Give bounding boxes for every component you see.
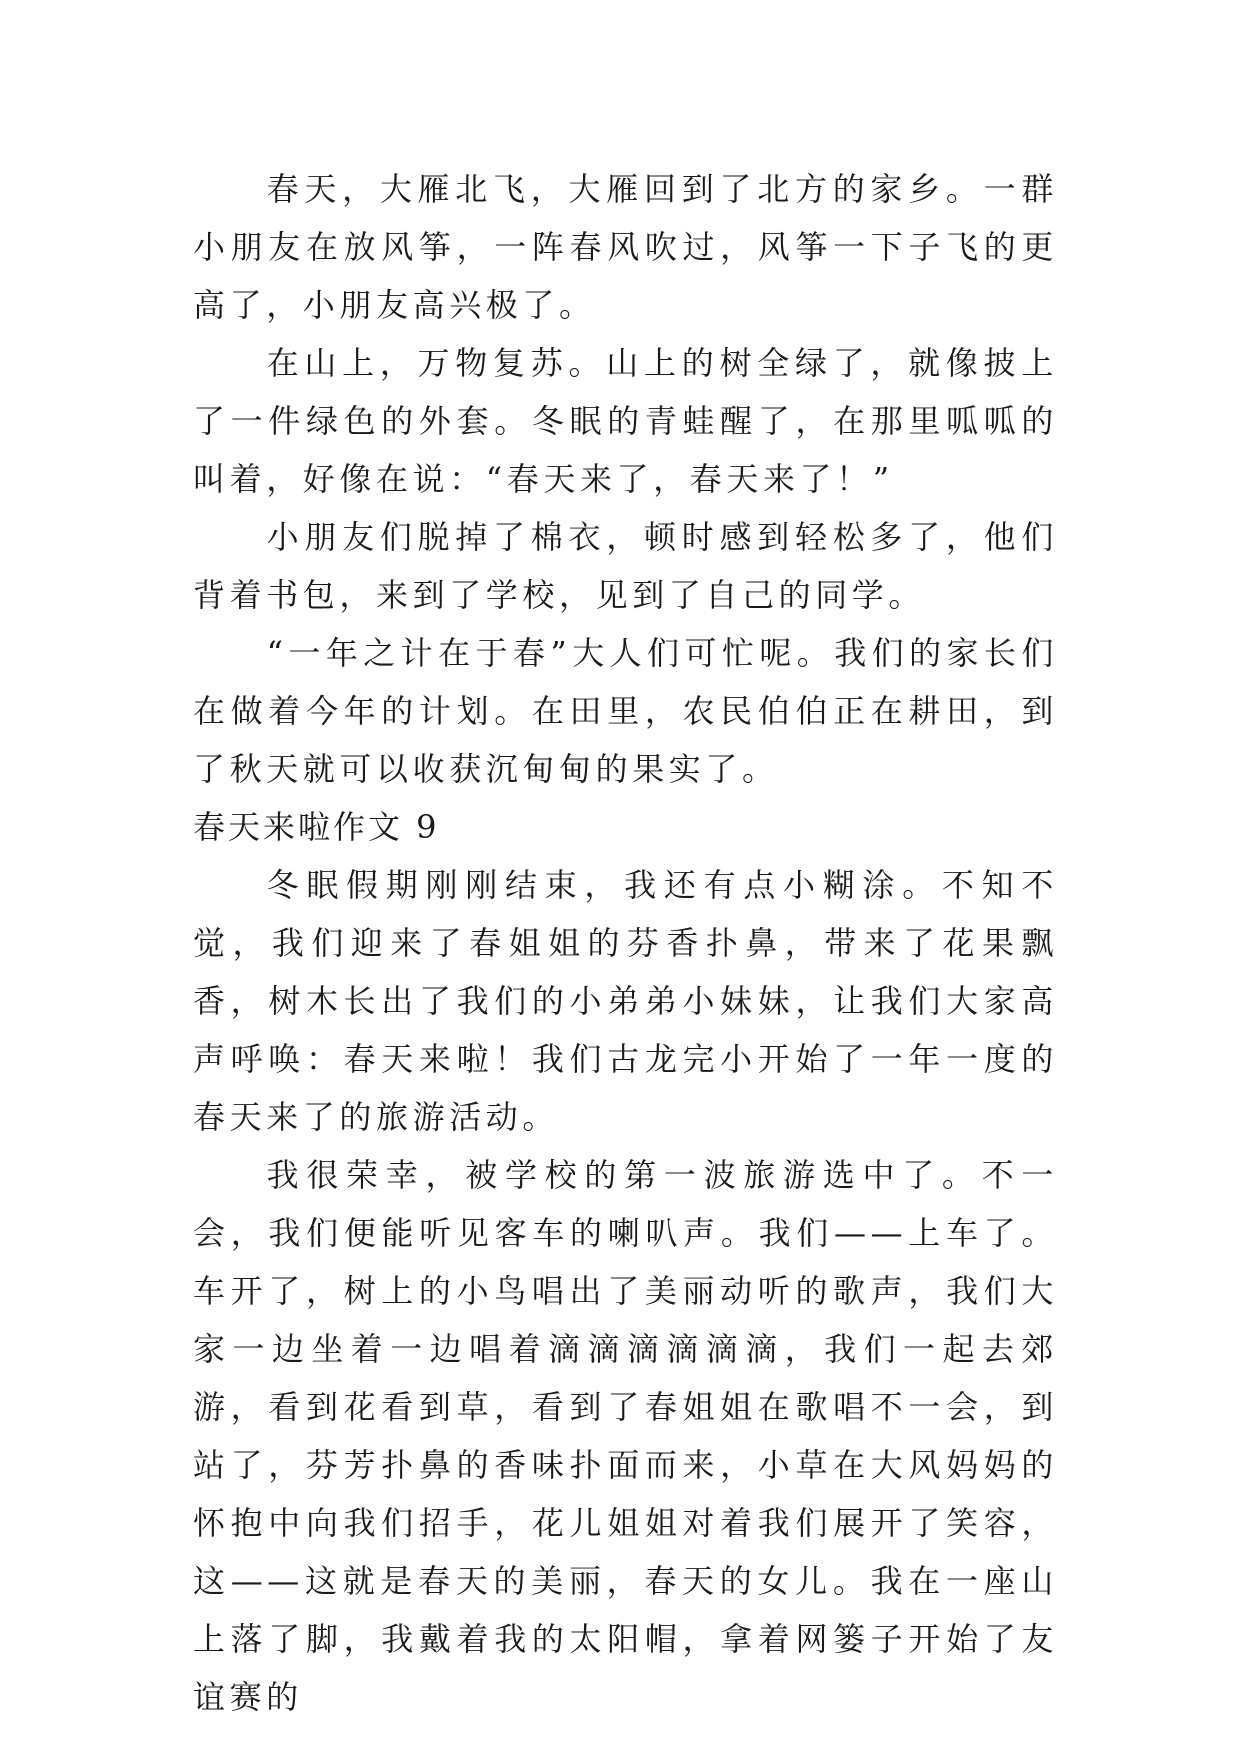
paragraph-year-plan: “一年之计在于春”大人们可忙呢。我们的家长们在做着今年的计划。在田里，农民伯伯正在耕田，到了秋天就可以收获沉甸甸的果实了。: [193, 634, 1058, 788]
essay-heading: 春天来啦作文 9: [193, 808, 440, 846]
paragraph-spring-geese: 春天，大雁北飞，大雁回到了北方的家乡。一群小朋友在放风筝，一阵春风吹过，风筝一下子飞的更高了，小朋友高兴极了。: [193, 170, 1058, 324]
paragraph-trip: 我很荣幸，被学校的第一波旅游选中了。不一会，我们便能听见客车的喇叭声。我们——上车了。车开了，树上的小鸟唱出了美丽动听的歌声，我们大家一边坐着一边唱着滴滴滴滴滴滴，我们一起去郊游，看到花看到草，看到了春姐姐在歌唱不一会，到站了，芬芳扑鼻的香味扑面而来，小草在大风妈妈的怀抱中向我们招手，花儿姐姐对着我们展开了笑容，这——这就是春天的美丽，春天的女儿。我在一座山上落了脚，我戴着我的太阳帽，拿着网篓子开始了友谊赛的: [193, 1156, 1058, 1716]
document-body: [193, 160, 1058, 1726]
paragraph-mountain: 在山上，万物复苏。山上的树全绿了，就像披上了一件绿色的外套。冬眠的青蛙醒了，在那里呱呱的叫着，好像在说：“春天来了，春天来了！”: [193, 344, 1058, 498]
paragraph-children: 小朋友们脱掉了棉衣，顿时感到轻松多了，他们背着书包，来到了学校，见到了自己的同学。: [193, 518, 1058, 614]
paragraph-winter-break: 冬眠假期刚刚结束，我还有点小糊涂。不知不觉，我们迎来了春姐姐的芬香扑鼻，带来了花果飘香，树木长出了我们的小弟弟小妹妹，让我们大家高声呼唤：春天来啦！我们古龙完小开始了一年一度的春天来了的旅游活动。: [193, 866, 1058, 1136]
